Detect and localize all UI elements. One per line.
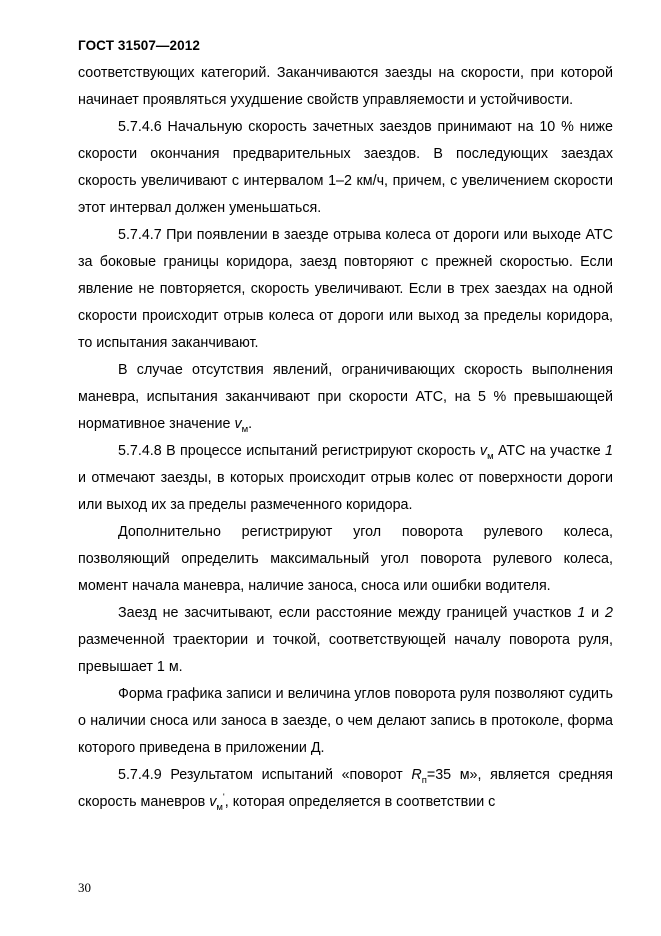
subscript-m: м xyxy=(487,450,494,462)
section-number-2: 2 xyxy=(605,605,613,621)
document-header: ГОСТ 31507—2012 xyxy=(78,38,200,53)
section-number-1: 1 xyxy=(577,605,586,621)
paragraph-no-limiting-phenomena xyxy=(78,357,613,438)
paragraph-run-not-counted xyxy=(78,600,613,681)
paragraph-5-7-4-7: 5.7.4.7 При появлении в заезде отрыва колеса от дороги или выходе АТС за боковые границы коридора, заезд повторяют с прежней скоростью. Если явление не повторяется, скорость увеличивают. Если в трех заездах на одной скорости происходит отрыв колеса от дороги или выход за пределы коридора, то испытания заканчивают. xyxy=(78,227,613,351)
variable-v: v xyxy=(209,794,217,810)
text-run: АТС на участке xyxy=(493,443,606,459)
text-run: . xyxy=(248,416,253,432)
text-run: и отмечают заезды, в которых происходит отрыв колес от поверхности дороги или выход их за пределы размеченного коридора. xyxy=(78,470,613,513)
subscript-m: м xyxy=(216,801,223,813)
variable-v: v xyxy=(479,443,488,459)
subscript-m: м xyxy=(241,423,249,435)
page-number: 30 xyxy=(78,880,91,895)
document-body xyxy=(78,60,613,816)
text-run: и xyxy=(585,605,606,621)
paragraph-5-7-4-6: 5.7.4.6 Начальную скорость зачетных заездов принимают на 10 % ниже скорости окончания предварительных заездов. В последующих заездах скорость увеличивают с интервалом 1–2 км/ч, причем, с увеличением скорости этот интервал должен уменьшаться. xyxy=(78,119,613,216)
text-run: =35 м», является средняя скорость маневров xyxy=(78,767,613,810)
paragraph-5-7-4-8 xyxy=(78,438,613,519)
text-run: , которая определяется в соответствии с xyxy=(224,794,496,810)
paragraph-steering-angle: Дополнительно регистрируют угол поворота рулевого колеса, позволяющий определить максимальный угол поворота рулевого колеса, момент начала маневра, наличие заноса, сноса или ошибки водителя. xyxy=(78,524,613,594)
variable-v: v xyxy=(234,416,242,432)
text-run: размеченной траектории и точкой, соответствующей началу поворота руля, превышает 1 м. xyxy=(78,632,613,675)
paragraph-continuation: соответствующих категорий. Заканчиваются заезды на скорости, при которой начинает проявляться ухудшение свойств управляемости и устойчивости. xyxy=(78,65,613,108)
text-run: Заезд не засчитывают, если расстояние между границей участков xyxy=(118,605,578,621)
paragraph-graph-form: Форма графика записи и величина углов поворота руля позволяют судить о наличии сноса или заноса в заезде, о чем делают запись в протоколе, форма которого приведена в приложении Д. xyxy=(78,686,613,756)
text-run: 5.7.4.8 В процессе испытаний регистрируют скорость xyxy=(118,443,480,459)
text-run: 5.7.4.9 Результатом испытаний «поворот xyxy=(118,767,412,783)
prime-mark: ' xyxy=(222,792,225,804)
text-run: В случае отсутствия явлений, ограничивающих скорость выполнения маневра, испытания заканчивают при скорости АТС, на 5 % превышающей нормативное значение xyxy=(78,362,613,432)
variable-r: R xyxy=(411,767,422,783)
paragraph-5-7-4-9 xyxy=(78,762,613,816)
subscript-p: п xyxy=(421,774,427,786)
section-number: 1 xyxy=(605,443,613,459)
